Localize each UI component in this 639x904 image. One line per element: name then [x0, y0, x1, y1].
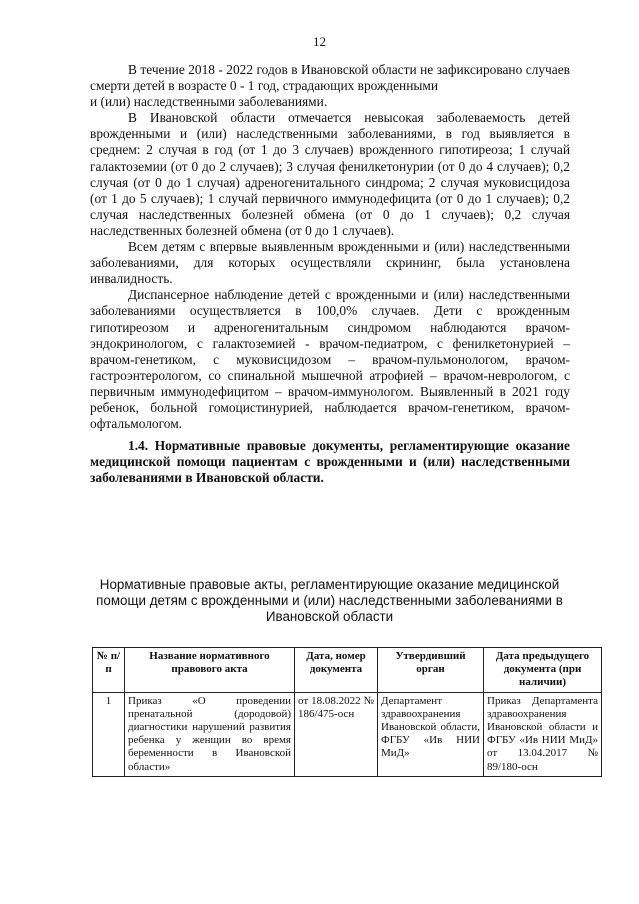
header-prev: Дата предыдущего документа (при наличии) — [484, 648, 602, 693]
page-number: 12 — [313, 34, 326, 49]
paragraph-disability: Всем детям с впервые выявленным врожденными и (или) наследственными заболеваниями, для которых осуществляли скрининг, была установлена инвалидность. — [90, 239, 570, 287]
paragraph-mortality-end: и (или) наследственными заболеваниями. — [90, 94, 328, 110]
paragraph-dispensary: Диспансерное наблюдение детей с врожденными и (или) наследственными заболеваниями осуществляется в 100,0% случаев. Дети с врожденным гипотиреозом и адреногенитальным синдромом наблюдаются врачом-эндокринологом, с галактоземией - врачом-педиатром, с фенилкетонурией – врачом-генетиком, с муковисцидозом – врачом-пульмонологом, врачом-гастроэнтерологом, со спинальной мышечной атрофией – врачом-неврологом, с первичным иммунодефицитом – врачом-иммунологом. Выявленный в 2021 году ребенок, больной гомоцистинурией, наблюдается врачом-генетиком, врачом-офтальмологом. — [90, 287, 570, 432]
header-approver: Утвердивший орган — [378, 648, 484, 693]
table-caption: Нормативные правовые акты, регламентирующие оказание медицинской помощи детям с врожденными и (или) наследственными заболеваниями в Ивановской области — [96, 577, 563, 624]
legal-acts-table — [92, 647, 602, 777]
document-body — [90, 62, 570, 486]
header-name: Название нормативного правового акта — [125, 648, 295, 693]
table-header-row — [93, 648, 602, 693]
cell-prev: Приказ Департамента здравоохранения Ивановской области и ФГБУ «Ив НИИ МиД» от 13.04.2017 № 89/180-осн — [484, 692, 602, 776]
cell-num: 1 — [93, 692, 125, 776]
section-heading: 1.4. Нормативные правовые документы, регламентирующие оказание медицинской помощи пациентам с врожденными и (или) наследственными заболеваниями в Ивановской области. — [90, 438, 570, 486]
paragraph-incidence: В Ивановской области отмечается невысокая заболеваемость детей врожденными и (или) наследственными заболеваниями, в год выявляется в среднем: 2 случая в год (от 1 до 3 случаев) врожденного гипотиреоза; 1 случай галактоземии (от 0 до 2 случаев); 3 случая фенилкетонурии (от 0 до 4 случаев); 0,2 случая (от 0 до 1 случая) адреногенитального синдрома; 2 случая муковисцидоза (от 1 до 5 случаев); 1 случай первичного иммунодефицита (от 0 до 1 случаев); 0,2 случая наследственных болезней обмена (от 0 до 1 случаев); 0,2 случая наследственных болезней обмена (от 0 до 1 случаев). — [90, 110, 570, 238]
header-num: № п/п — [93, 648, 125, 693]
header-date: Дата, номер документа — [295, 648, 378, 693]
paragraph-mortality: В течение 2018 - 2022 годов в Ивановской области не зафиксировано случаев смерти детей в возрасте 0 - 1 год, страдающих врожденными — [90, 62, 570, 94]
cell-date: от 18.08.2022 № 186/475-осн — [295, 692, 378, 776]
cell-name: Приказ «О проведении пренатальной (дородовой) диагностики нарушений развития ребенка у женщин во время беременности в Ивановской области» — [125, 692, 295, 776]
table-row — [93, 692, 602, 776]
cell-approver: Департамент здравоохранения Ивановской области, ФГБУ «Ив НИИ МиД» — [378, 692, 484, 776]
